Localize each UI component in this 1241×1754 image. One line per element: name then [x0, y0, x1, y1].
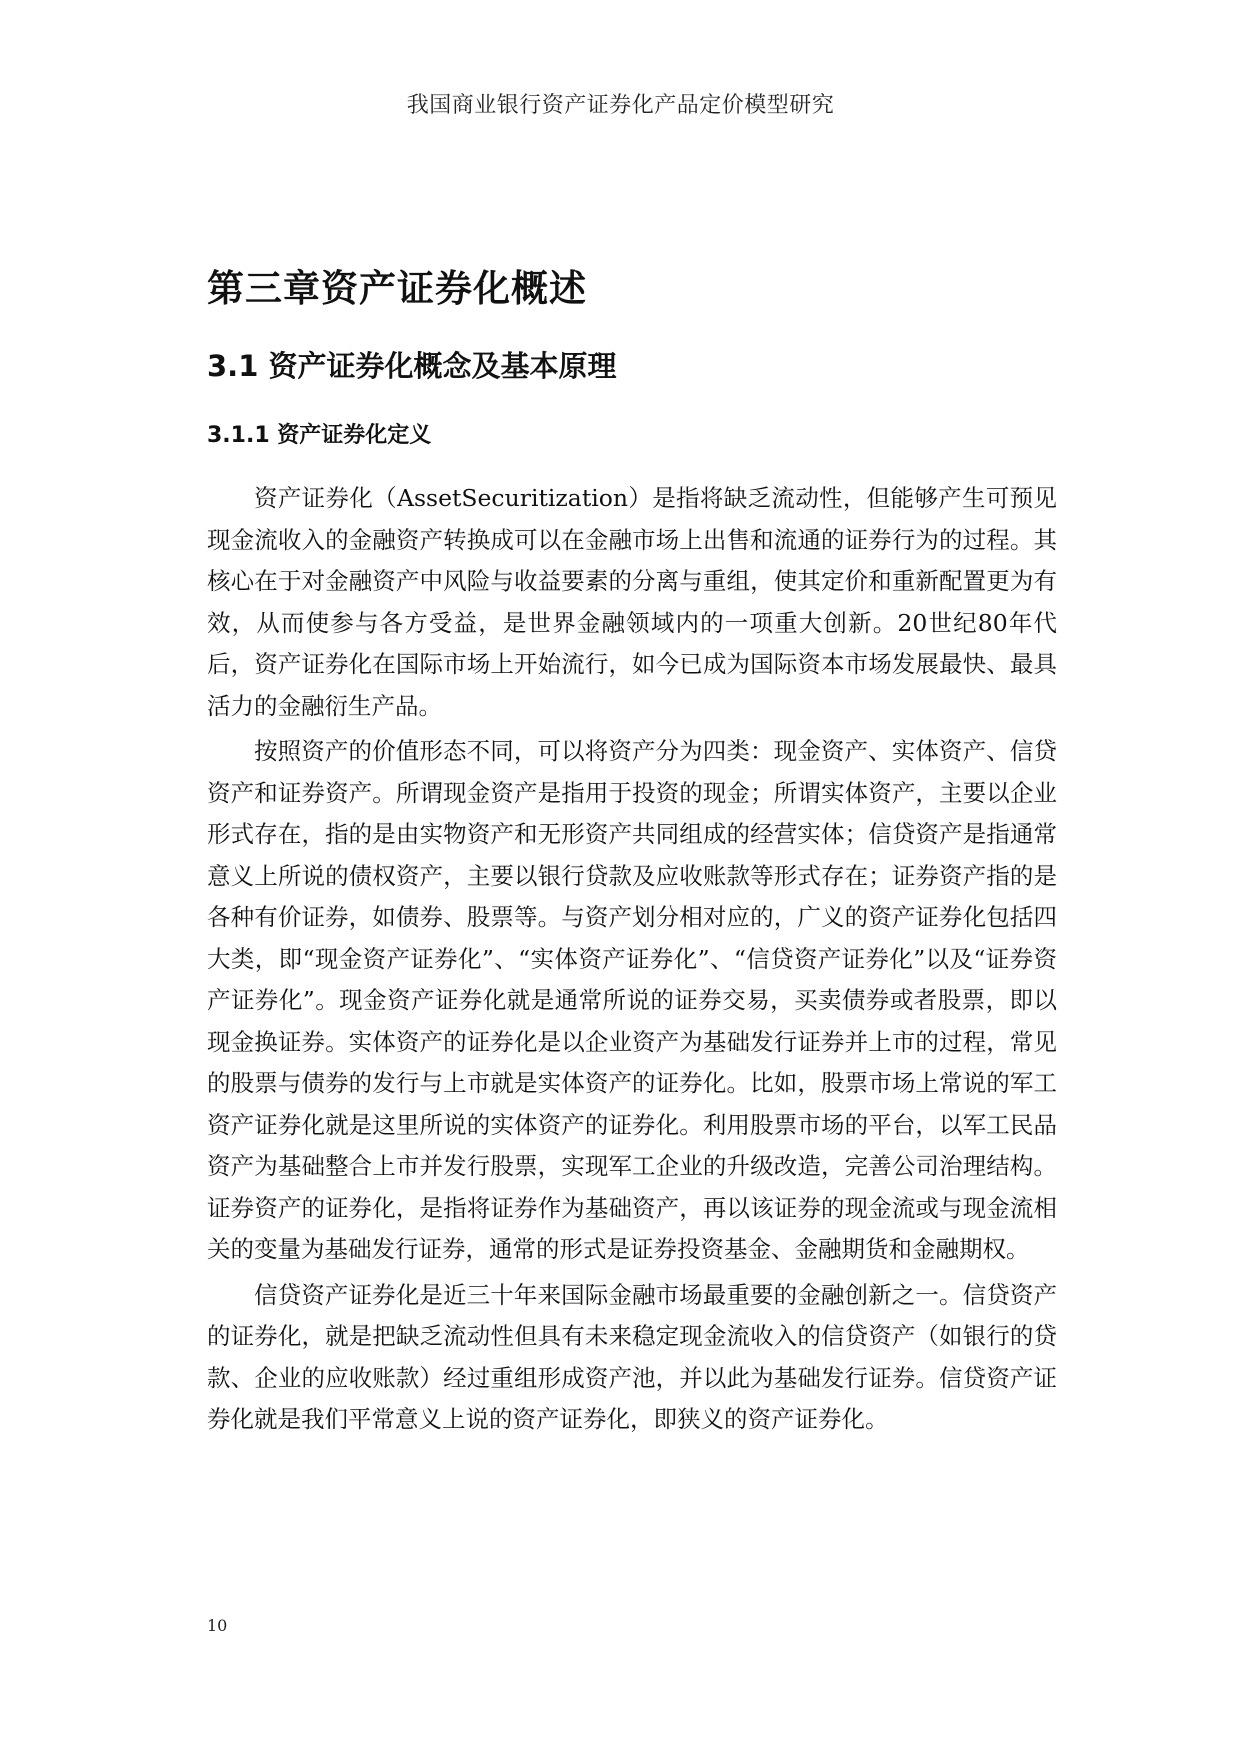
- section-title: 3.1 资产证券化概念及基本原理: [207, 349, 617, 383]
- paragraph-credit-asset-securitization: 信贷资产证券化是近三十年来国际金融市场最重要的金融创新之一。信贷资产的证券化，就是把缺乏流动性但具有未来稳定现金流收入的信贷资产（如银行的贷款、企业的应收账款）经过重组形成资产池，并以此为基础发行证券。信贷资产证券化就是我们平常意义上说的资产证券化，即狭义的资产证券化。: [207, 1280, 1057, 1433]
- body-text: [207, 478, 1057, 1445]
- page-number: 10: [207, 1616, 228, 1635]
- subsection-title: 3.1.1 资产证券化定义: [207, 423, 432, 448]
- paragraph-asset-classification: 按照资产的价值形态不同，可以将资产分为四类：现金资产、实体资产、信贷资产和证券资产。所谓现金资产是指用于投资的现金；所谓实体资产，主要以企业形式存在，指的是由实物资产和无形资产共同组成的经营实体；信贷资产是指通常意义上所说的债权资产，主要以银行贷款及应收账款等形式存在；证券资产指的是各种有价证券，如债券、股票等。与资产划分相对应的，广义的资产证券化包括四大类，即“现金资产证券化”、“实体资产证券化”、“信贷资产证券化”以及“证券资产证券化”。现金资产证券化就是通常所说的证券交易，买卖债券或者股票，即以现金换证券。实体资产的证券化是以企业资产为基础发行证券并上市的过程，常见的股票与债券的发行与上市就是实体资产的证券化。比如，股票市场上常说的军工资产证券化就是这里所说的实体资产的证券化。利用股票市场的平台，以军工民品资产为基础整合上市并发行股票，实现军工企业的升级改造，完善公司治理结构。证券资产的证券化，是指将证券作为基础资产，再以该证券的现金流或与现金流相关的变量为基础发行证券，通常的形式是证券投资基金、金融期货和金融期权。: [207, 737, 1057, 1263]
- chapter-title: 第三章资产证券化概述: [207, 267, 587, 310]
- paragraph-definition: 资产证券化（AssetSecuritization）是指将缺乏流动性，但能够产生可预见现金流收入的金融资产转换成可以在金融市场上出售和流通的证券行为的过程。其核心在于对金融资产中风险与收益要素的分离与重组，使其定价和重新配置更为有效，从而使参与各方受益，是世界金融领域内的一项重大创新。20世纪80年代后，资产证券化在国际市场上开始流行，如今已成为国际资本市场发展最快、最具活力的金融衍生产品。: [207, 484, 1057, 720]
- running-header: 我国商业银行资产证券化产品定价模型研究: [406, 93, 835, 118]
